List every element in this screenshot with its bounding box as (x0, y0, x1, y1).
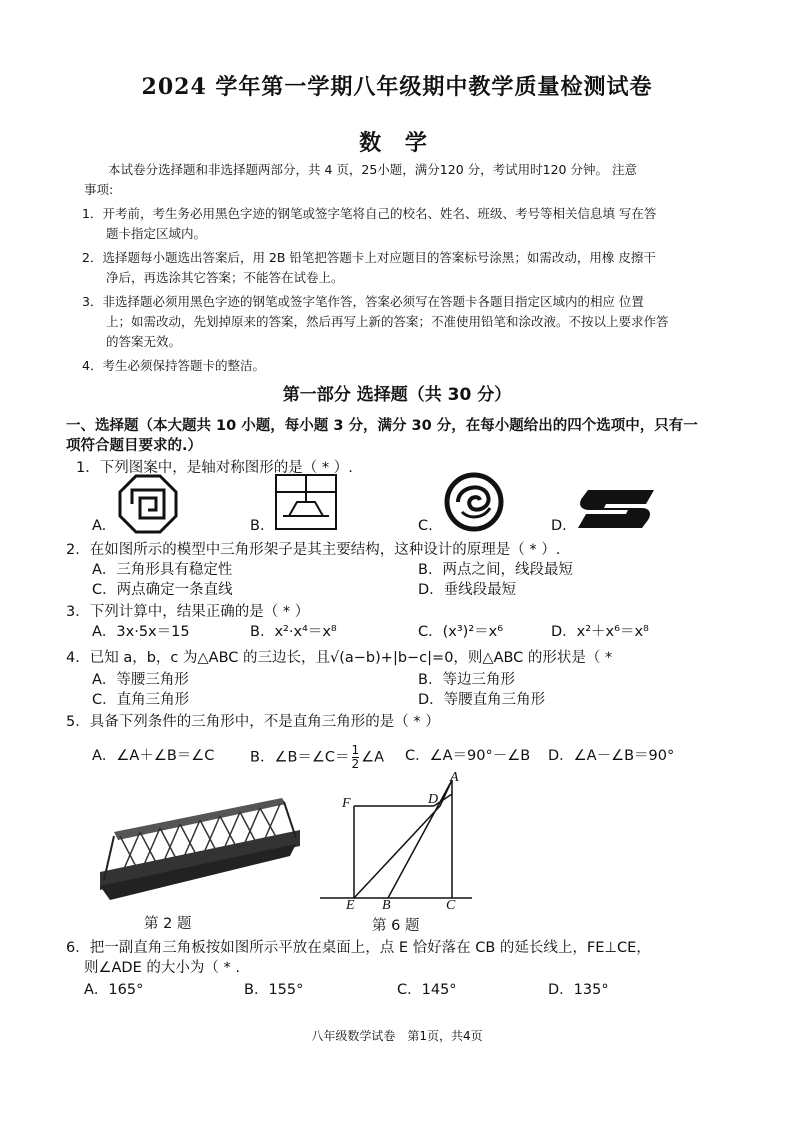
subject-title: 数 学 (359, 130, 435, 156)
q6-stem-line-1: 6．把一副直角三角板按如图所示平放在桌面上，点 E 恰好落在 CB 的延长线上，FE⊥CE， (66, 940, 651, 956)
q4-stem: 4．已知 a，b，c 为△ABC 的三边长，且√(a−b)+|b−c|=0，则△ABC 的形状是（ * (66, 650, 613, 666)
notice-1-line-2: 题卡指定区域内。 (106, 226, 207, 241)
q5-option-b (250, 744, 384, 771)
q6-option-d: D．135° (548, 982, 609, 998)
notice-2-line-1: 2．选择题每小题选出答案后，用 2B 铅笔把答题卡上对应题目的答案标号涂黑；如需改动，用橡 皮擦干 (82, 250, 656, 265)
section-instructions-2: 项符合题目要求的.） (66, 438, 203, 454)
q2-option-a: A．三角形具有稳定性 (92, 562, 233, 578)
q1-option-b-figure (275, 474, 337, 530)
figure-q6-caption: 第 6 题 (372, 918, 420, 934)
point-label-d: D (428, 792, 439, 807)
q4-option-b: B．等边三角形 (418, 672, 515, 688)
intro-line-2: 事项: (84, 182, 114, 197)
q3-stem: 3．下列计算中，结果正确的是（ * ） (66, 604, 310, 620)
q4-option-a: A．等腰三角形 (92, 672, 189, 688)
point-label-e: E (346, 898, 355, 913)
point-label-f: F (342, 796, 351, 811)
section-heading: 第一部分 选择题（共 30 分） (282, 385, 512, 405)
q5-option-d: D．∠A－∠B＝90° (548, 748, 675, 764)
point-label-b: B (382, 898, 391, 913)
q1-option-a-figure (118, 474, 178, 534)
q3-option-a: A．3x·5x＝15 (92, 624, 190, 640)
q5-stem: 5．具备下列条件的三角形中，不是直角三角形的是（ * ） (66, 714, 440, 730)
notice-1-line-1: 1．开考前，考生务必用黑色字迹的钢笔或签字笔将自己的校名、姓名、班级、考号等相关信息填 写在答 (82, 206, 657, 221)
q4-option-d: D．等腰直角三角形 (418, 692, 546, 708)
section-instructions-1: 一、选择题（本大题共 10 小题，每小题 3 分，满分 30 分，在每小题给出的四个选项中，只有一 (66, 418, 698, 434)
q1-option-a-label: A. (92, 518, 107, 534)
q5-fraction-denominator: 2 (351, 757, 360, 771)
page-footer: 八年级数学试卷 第1页，共4页 (311, 1029, 483, 1043)
exam-title: 2024 学年第一学期八年级期中教学质量检测试卷 (141, 74, 653, 100)
q5-option-b-prefix: B．∠B＝∠C＝ (250, 749, 350, 766)
q5-option-c: C．∠A＝90°－∠B (405, 748, 531, 764)
q1-option-b-label: B. (250, 518, 265, 534)
q6-stem-line-2: 则∠ADE 的大小为（ * . (84, 960, 240, 976)
q2-option-b: B．两点之间，线段最短 (418, 562, 573, 578)
point-label-c: C (446, 898, 456, 913)
q5-option-b-suffix: ∠A (361, 749, 385, 766)
geometry-figure (320, 770, 480, 920)
q6-option-a: A．165° (84, 982, 144, 998)
q5-option-b-fraction (352, 744, 360, 771)
q3-option-c: C．(x³)²＝x⁶ (418, 624, 504, 640)
notice-3-line-3: 的答案无效。 (106, 334, 182, 349)
q2-stem: 2．在如图所示的模型中三角形架子是其主要结构，这种设计的原理是（ * ）. (66, 542, 561, 558)
truss-bridge-figure (100, 790, 300, 910)
q1-option-c-figure (444, 472, 504, 532)
q1-option-d-label: D. (551, 518, 567, 534)
q3-option-b: B．x²·x⁴＝x⁸ (250, 624, 337, 640)
notice-3-line-1: 3．非选择题必须用黑色字迹的钢笔或签字笔作答，答案必须写在答题卡各题目指定区域内的相应 位置 (82, 294, 644, 309)
q4-option-c: C．直角三角形 (92, 692, 190, 708)
notice-4-line-1: 4．考生必须保持答题卡的整洁。 (82, 358, 265, 373)
notice-3-line-2: 上；如需改动，先划掉原来的答案，然后再写上新的答案；不准使用铅笔和涂改液。不按以上要求作答 (106, 314, 669, 329)
q6-option-c: C．145° (397, 982, 457, 998)
q1-option-d-figure (576, 488, 656, 530)
q2-option-d: D．垂线段最短 (418, 582, 517, 598)
figure-q2-caption: 第 2 题 (144, 916, 192, 932)
intro-line-1: 本试卷分选择题和非选择题两部分，共 4 页，25小题，满分120 分，考试用时120 分钟。 注意 (108, 162, 637, 177)
notice-2-line-2: 净后，再选涂其它答案；不能答在试卷上。 (106, 270, 344, 285)
q1-option-c-label: C. (418, 518, 433, 534)
q6-option-b: B．155° (244, 982, 304, 998)
q1-stem: 1．下列图案中，是轴对称图形的是（ * ）. (76, 460, 353, 476)
q5-fraction-numerator: 1 (351, 743, 360, 757)
q2-option-c: C．两点确定一条直线 (92, 582, 233, 598)
point-label-a: A (450, 770, 459, 785)
q3-option-d: D．x²＋x⁶＝x⁸ (551, 624, 649, 640)
q5-option-a: A．∠A＋∠B＝∠C (92, 748, 215, 764)
